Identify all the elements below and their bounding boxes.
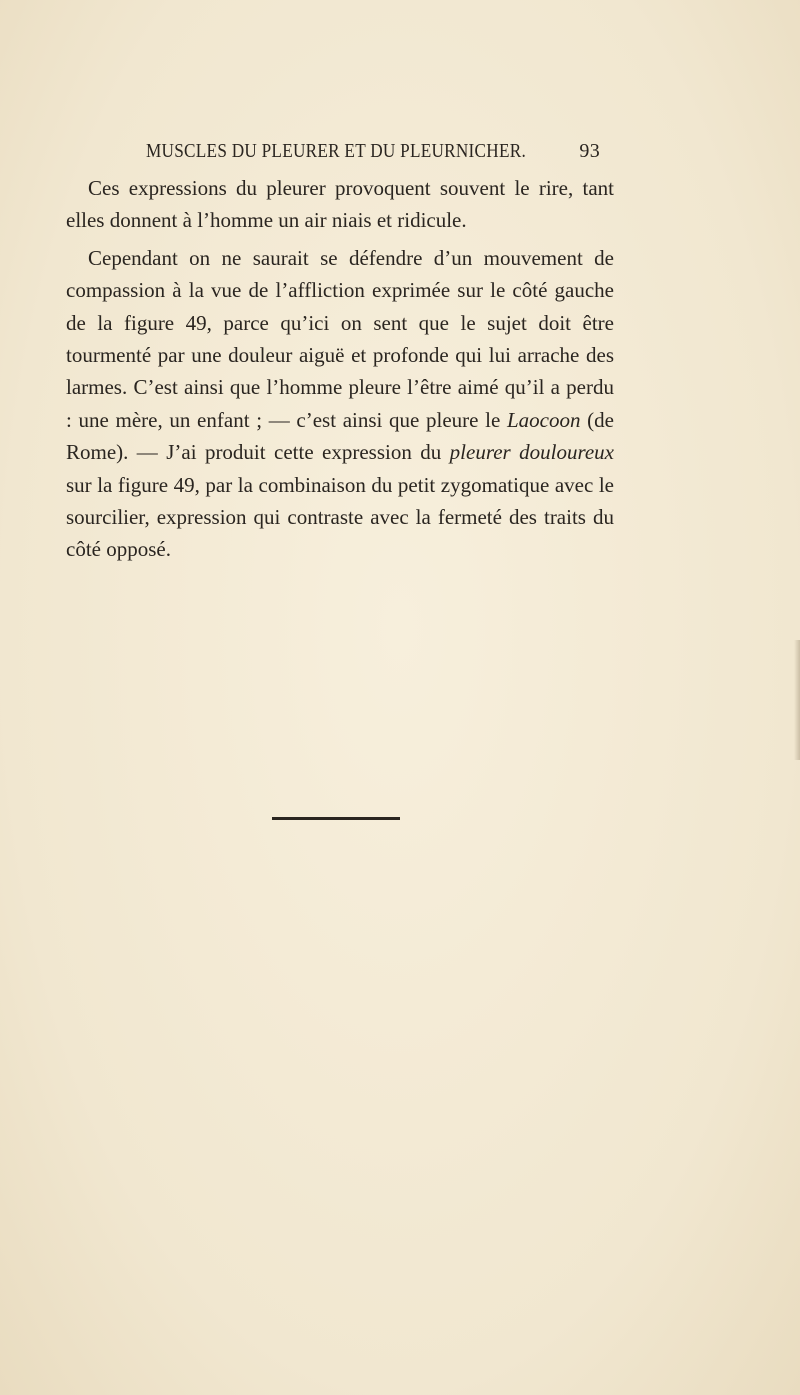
header-title: MUSCLES DU PLEURER ET DU PLEURNICHER. (146, 140, 527, 162)
paragraph-2-part-3: sur la figure 49, par la combinaison du petit zygomatique avec le sourcilier, expression qui contraste avec la fermeté des traits du côté opposé. (66, 472, 614, 562)
page-edge-shadow (794, 640, 800, 760)
section-rule (272, 817, 400, 820)
page-number: 93 (579, 140, 600, 162)
body-text (66, 172, 614, 566)
running-header (146, 140, 600, 170)
italic-laocoon: Laocoon (507, 407, 581, 432)
paragraph-1: Ces expressions du pleurer provoquent souvent le rire, tant elles donnent à l’homme un air niais et ridicule. (66, 176, 614, 233)
paragraph-2 (66, 242, 614, 566)
italic-pleurer-douloureux: pleurer douloureux (449, 440, 614, 465)
paragraph-2-part-1: Cependant on ne saurait se défendre d’un mouvement de compassion à la vue de l’affliction exprimée sur le côté gauche de la figure 49, parce qu’ici on sent que le sujet doit être tourmenté par une douleur aiguë et profonde qui lui arrache des larmes. C’est ainsi que l’homme pleure l’être aimé qu’il a perdu : une mère, un enfant ; — c’est ainsi que pleure le (66, 245, 614, 432)
paragraph-2-part-2: (de Rome). — J’ai produit cette expression du (66, 407, 614, 465)
